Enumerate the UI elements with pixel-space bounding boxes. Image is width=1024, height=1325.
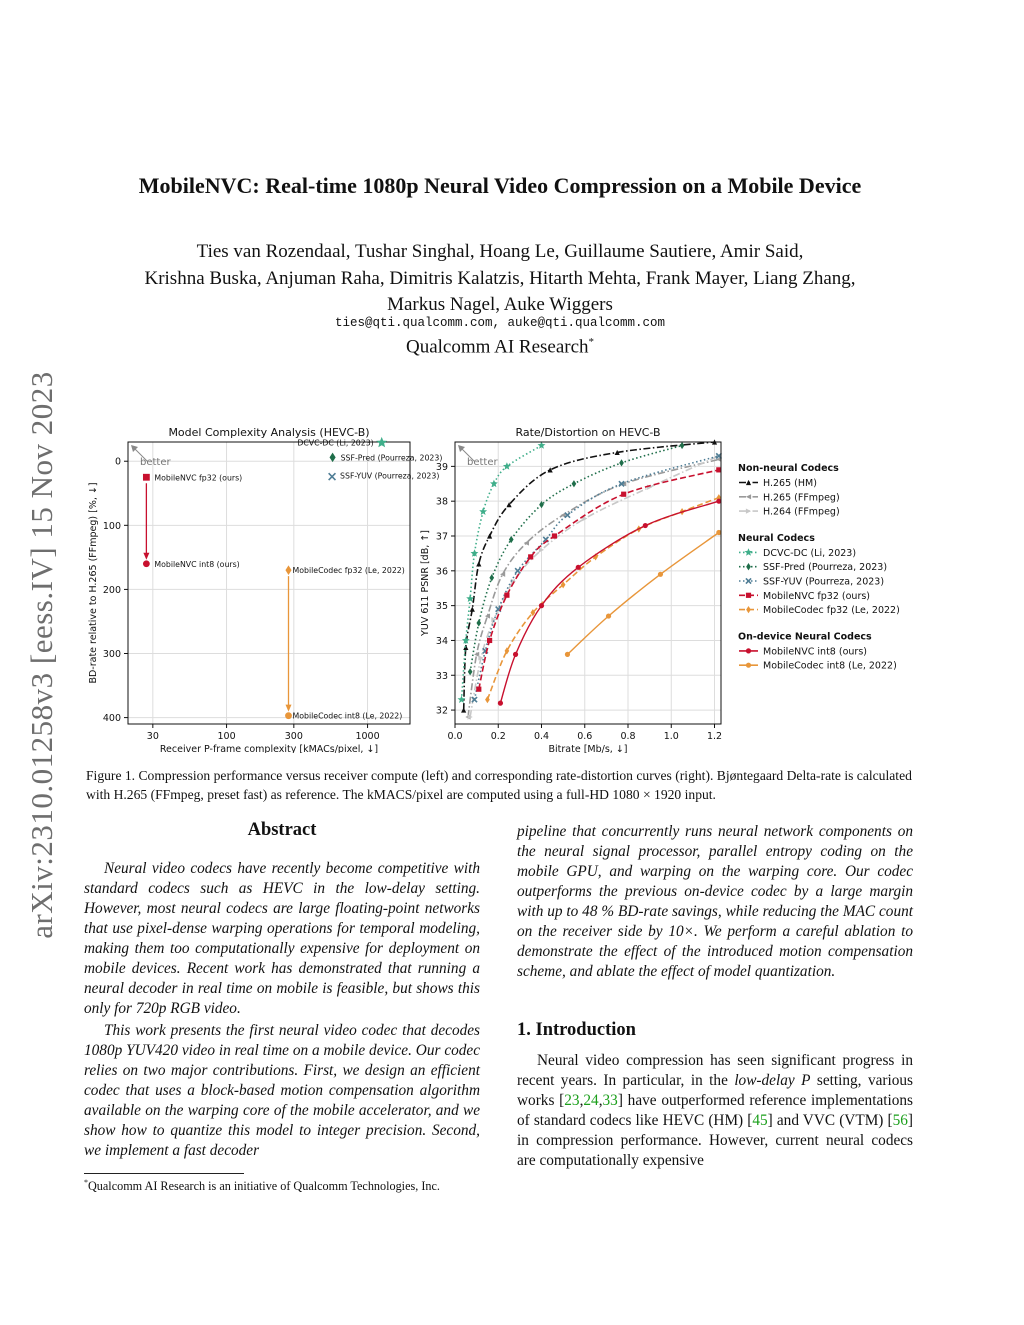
left-column	[84, 820, 480, 1161]
right-series-marker	[476, 561, 481, 566]
right-better-label: better	[467, 457, 498, 468]
right-series-marker	[539, 603, 544, 608]
left-data-point	[143, 474, 150, 481]
left-chart-title: Model Complexity Analysis (HEVC-B)	[168, 426, 370, 439]
footnote-mark: *	[84, 1178, 88, 1187]
intro-text: setting, various works [	[517, 1072, 913, 1109]
right-x-tick-label: 0.6	[577, 731, 593, 742]
citation-link[interactable]: 56	[892, 1112, 908, 1129]
arxiv-identifier-text: arXiv:2310.01258v3 [eess.IV] 15 Nov 2023	[24, 371, 59, 939]
left-x-tick-label: 300	[284, 731, 303, 742]
legend-marker-swatch	[746, 663, 751, 668]
author-list	[80, 239, 920, 319]
right-series-marker	[621, 492, 626, 497]
citation-link[interactable]: 23	[564, 1092, 580, 1109]
author-emails: ties@qti.qualcomm.com, auke@qti.qualcomm.com	[334, 316, 666, 330]
legend-marker-swatch	[746, 480, 751, 485]
legend-entry-label: MobileCodec int8 (Le, 2022)	[763, 660, 897, 672]
right-y-tick-label: 36	[435, 566, 448, 578]
right-y-tick-label: 37	[435, 531, 448, 543]
left-data-point	[143, 560, 150, 567]
legend-entry-label: SSF-YUV (Pourreza, 2023)	[763, 576, 885, 588]
legend-entry-label: H.265 (FFmpeg)	[763, 492, 840, 504]
right-series-marker	[500, 572, 505, 577]
right-x-tick-label: 1.0	[663, 731, 679, 742]
footnote	[84, 1178, 504, 1194]
intro-text: Neural video compression has seen significant progress in recent years. In particular, in the	[517, 1052, 913, 1089]
left-point-label: MobileNVC int8 (ours)	[154, 559, 240, 569]
legend-marker-swatch	[746, 648, 751, 653]
right-y-axis-label: YUV 611 PSNR [dB, ↑]	[420, 530, 431, 636]
right-series-marker	[619, 459, 624, 466]
right-series-marker	[606, 613, 611, 618]
right-y-tick-label: 39	[435, 461, 448, 473]
affiliation-footnote-mark: *	[588, 336, 595, 348]
introduction-heading: 1. Introduction	[517, 1020, 636, 1040]
abstract-paragraph: pipeline that concurrently runs neural network components on the neural signal processor, parallel entropy coding on the mobile GPU, and warping on the warping core. Our codec outperforms the previous on-device codec by a large margin with up to 48 % BD-rate savings, while reducing the MAC count on the receiver side by 10×. We perform a careful ablation to demonstrate the effect of the introduced motion compensation scheme, and ablate the effect of model quantization.	[517, 823, 913, 980]
right-column	[517, 822, 913, 1171]
intro-text: ] in compression performance. However, current neural codecs are computationally expensive	[517, 1112, 913, 1169]
author-line: Krishna Buska, Anjuman Raha, Dimitris Kalatzis, Hitarth Mehta, Frank Mayer, Liang Zhang,	[144, 267, 856, 289]
right-series-marker	[643, 523, 648, 528]
intro-text: ] and VVC (VTM) [	[767, 1112, 893, 1129]
author-line: Markus Nagel, Auke Wiggers	[387, 294, 613, 315]
right-x-tick-label: 0.2	[490, 731, 506, 742]
right-series-marker	[658, 572, 663, 577]
citation-link[interactable]: 45	[752, 1112, 768, 1129]
left-data-point	[285, 712, 292, 719]
right-series-marker	[479, 508, 487, 516]
right-series-line	[500, 501, 718, 703]
legend-entry-label: SSF-Pred (Pourreza, 2023)	[763, 562, 888, 574]
left-y-tick-label: 0	[114, 456, 121, 468]
left-y-axis-label: BD-rate relative to H.265 (FFmpeg) [%, ↓]	[88, 482, 99, 684]
legend-marker-swatch	[746, 593, 751, 598]
right-series-marker	[539, 501, 544, 508]
left-y-tick-label: 300	[102, 649, 121, 660]
left-point-label: MobileCodec fp32 (Le, 2022)	[292, 566, 405, 576]
left-point-label: DCVC-DC (Li, 2023)	[297, 438, 374, 448]
footnote-rule	[84, 1173, 244, 1174]
right-y-tick-label: 34	[435, 635, 448, 647]
legend-marker-swatch	[746, 509, 751, 514]
right-series-marker	[504, 593, 509, 598]
right-x-tick-label: 0.8	[620, 731, 636, 742]
left-better-label: better	[140, 457, 171, 468]
right-series-marker	[513, 652, 518, 657]
right-series-marker	[470, 607, 475, 612]
affiliation-text: Qualcomm AI Research	[405, 336, 589, 358]
left-point-label: MobileNVC fp32 (ours)	[154, 473, 243, 483]
right-x-tick-label: 1.2	[706, 731, 723, 742]
footnote-text: Qualcomm AI Research is an initiative of Qualcomm Technologies, Inc.	[88, 1179, 440, 1194]
legend-entry-label: H.264 (FFmpeg)	[763, 506, 840, 518]
right-y-tick-label: 35	[435, 601, 448, 613]
right-series-marker	[489, 574, 494, 581]
right-series-marker	[576, 565, 581, 570]
legend-entry-label: DCVC-DC (Li, 2023)	[763, 547, 857, 559]
right-series-marker	[528, 554, 533, 559]
right-series-marker	[468, 668, 473, 675]
right-series-marker	[487, 638, 492, 643]
right-series-marker	[476, 619, 481, 626]
right-chart-title: Rate/Distortion on HEVC-B	[515, 426, 661, 439]
right-series-marker	[552, 533, 557, 538]
right-x-axis-label: Bitrate [Mb/s, ↓]	[548, 744, 628, 753]
author-line: Ties van Rozendaal, Tushar Singhal, Hoang Le, Guillaume Sautiere, Amir Said,	[196, 241, 804, 262]
right-series-line	[475, 456, 719, 700]
left-x-tick-label: 1000	[355, 731, 380, 742]
citation-link[interactable]: 33	[602, 1092, 618, 1109]
right-series-line	[468, 459, 719, 717]
left-x-tick-label: 30	[146, 731, 159, 742]
arxiv-identifier	[18, 350, 66, 960]
legend-entry-label: H.265 (HM)	[763, 478, 817, 489]
intro-text-emphasis: low-delay P	[734, 1072, 811, 1089]
left-y-tick-label: 200	[102, 584, 121, 596]
legend-group-title: Neural Codecs	[738, 532, 815, 544]
legend-marker-swatch	[746, 563, 751, 570]
abstract-heading: Abstract	[247, 820, 317, 840]
affiliation	[80, 336, 920, 358]
paper-title: MobileNVC: Real-time 1080p Neural Video Compression on a Mobile Device	[138, 173, 862, 198]
right-series-marker	[498, 701, 503, 706]
figure-caption: Figure 1. Compression performance versus receiver compute (left) and corresponding rate-distortion curves (right). Bjøntegaard Delta-rate is calculated with H.265 (FFmpeg, preset fast) as reference. The kMACS/pixel are computed using a full-HD 1080 × 1920 input.	[86, 768, 912, 802]
left-x-axis-label: Receiver P-frame complexity [kMACs/pixel, ↓]	[159, 744, 379, 753]
right-y-tick-label: 38	[435, 496, 448, 508]
legend-marker-swatch	[745, 548, 753, 556]
right-x-tick-label: 0.4	[533, 731, 550, 742]
left-point-label: MobileCodec int8 (Le, 2022)	[292, 711, 403, 721]
left-x-tick-label: 100	[217, 731, 236, 742]
figure-1	[86, 423, 926, 753]
introduction-paragraph: Neural video compression has seen significant progress in recent years. In particular, in the low-delay P setting, various works [23,24,33] have outperformed reference implementations of standard codecs like HEVC (HM) [45] and VVC (VTM) [56] in compression performance. However, current neural codecs are computationally expensive	[517, 1052, 913, 1169]
left-y-tick-label: 400	[102, 713, 121, 725]
abstract-paragraph: Neural video codecs have recently become competitive with standard codecs such as HEVC in the low-delay setting. However, most neural codecs are large floating-point networks that use pixel-dense warping operations for temporal modeling, making them too computationally expensive for deployment on mobile devices. Recent work has demonstrated that running a neural decoder in real time on mobile is feasible, but shows this only for 720p RGB video.	[84, 860, 480, 1017]
right-series-line	[568, 533, 719, 655]
left-point-label: SSF-YUV (Pourreza, 2023)	[340, 471, 440, 481]
citation-link[interactable]: 24	[583, 1092, 599, 1109]
left-y-tick-label: 100	[102, 520, 121, 532]
legend-entry-label: MobileNVC int8 (ours)	[763, 646, 867, 658]
right-series-marker	[476, 687, 481, 692]
right-y-tick-label: 32	[435, 705, 448, 717]
right-series-marker	[572, 480, 577, 487]
right-series-marker	[524, 540, 529, 545]
legend-marker-swatch	[746, 578, 751, 583]
right-series-marker	[490, 480, 498, 488]
right-series-marker	[503, 462, 511, 470]
right-y-tick-label: 33	[435, 670, 448, 682]
legend-entry-label: MobileNVC fp32 (ours)	[763, 590, 871, 602]
intro-text: ] have outperformed reference implementations of standard codecs like HEVC (HM) [	[517, 1092, 913, 1129]
legend-entry-label: MobileCodec fp32 (Le, 2022)	[763, 605, 900, 617]
right-series-marker	[565, 652, 570, 657]
abstract-paragraph: This work presents the first neural video codec that decodes 1080p YUV420 video in real time on a mobile device. Our codec relies on two major contributions. First, we design an efficient codec that uses a block-based motion compensation algorithm available on the warping core of the mobile accelerator, and we show how to quantize this model to integer precision. Second, we implement a fast decoder	[84, 1022, 480, 1159]
right-series-line	[470, 446, 682, 672]
right-series-line	[487, 498, 718, 700]
left-point-label: SSF-Pred (Pourreza, 2023)	[340, 453, 443, 463]
legend-marker-swatch	[746, 606, 751, 613]
right-series-marker	[680, 442, 685, 449]
legend-marker-swatch	[746, 494, 751, 499]
right-x-tick-label: 0.0	[447, 731, 463, 742]
legend-group-title: On-device Neural Codecs	[738, 631, 872, 643]
legend-group-title: Non-neural Codecs	[738, 463, 839, 474]
